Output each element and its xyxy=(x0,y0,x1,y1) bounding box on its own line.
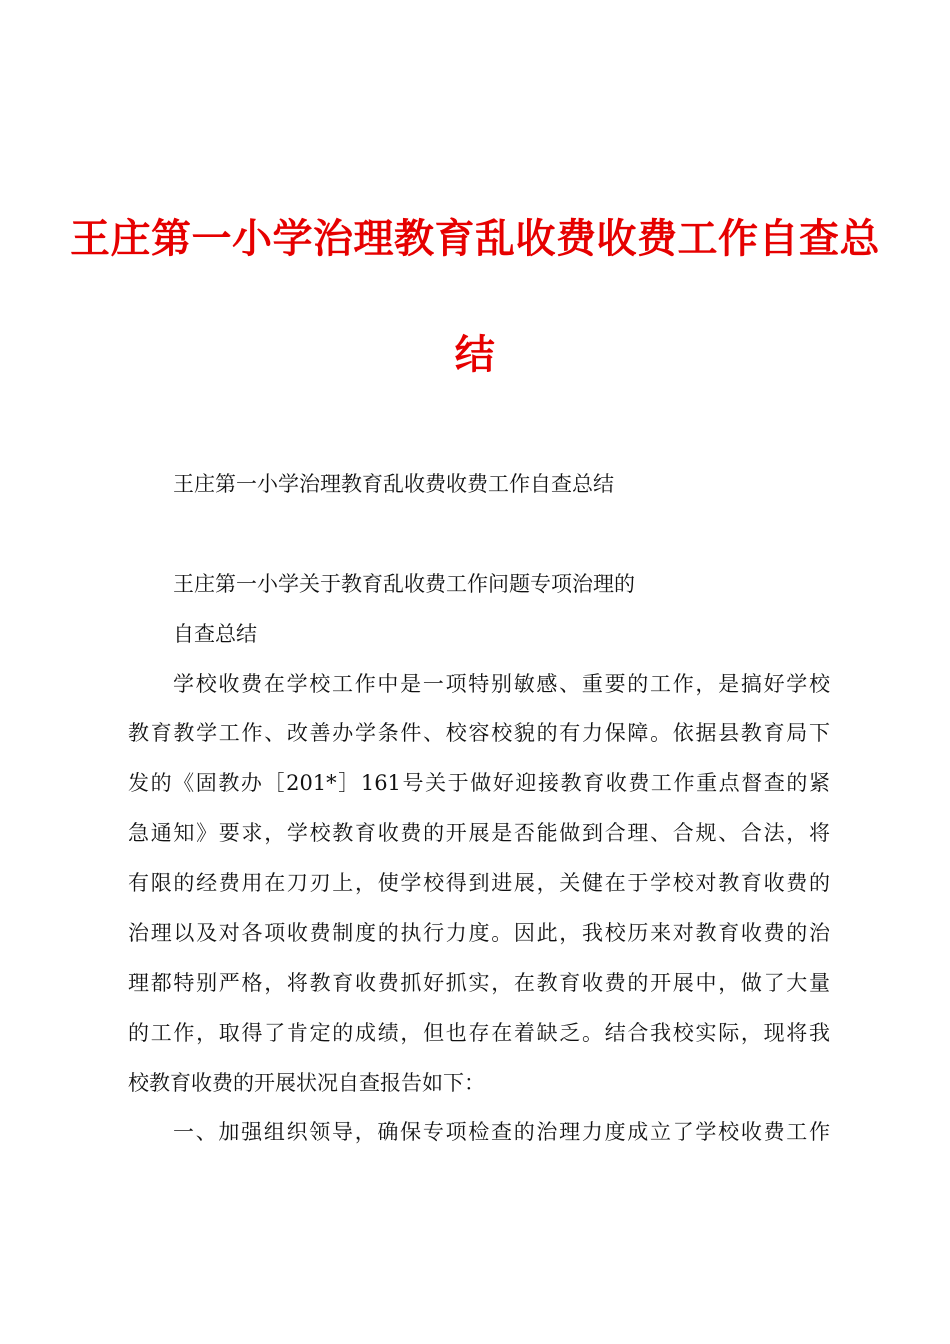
body-line: 急通知》要求，学校教育收费的开展是否能做到合理、合规、合法，将 xyxy=(128,821,830,845)
body-line: 学校收费在学校工作中是一项特别敏感、重要的工作，是搞好学校 xyxy=(173,672,830,696)
body-line: 治理以及对各项收费制度的执行力度。因此，我校历来对教育收费的治 xyxy=(128,921,830,945)
body-line: 的工作，取得了肯定的成绩，但也存在着缺乏。结合我校实际，现将我 xyxy=(128,1021,830,1045)
heading-line-1: 王庄第一小学关于教育乱收费工作问题专项治理的 xyxy=(173,572,635,596)
heading-line-2: 自查总结 xyxy=(173,622,257,646)
body-line: 有限的经费用在刀刃上，使学校得到进展，关健在于学校对教育收费的 xyxy=(128,871,830,895)
body-line: 教育教学工作、改善办学条件、校容校貌的有力保障。依据县教育局下 xyxy=(128,721,830,745)
body-line: 校教育收费的开展状况自查报告如下： xyxy=(128,1071,485,1095)
document-title-line-2: 结 xyxy=(454,331,496,378)
body-line: 理都特别严格，将教育收费抓好抓实，在教育收费的开展中，做了大量 xyxy=(128,971,830,995)
document-title-line-1: 王庄第一小学治理教育乱收费收费工作自查总 xyxy=(70,215,880,262)
subtitle: 王庄第一小学治理教育乱收费收费工作自查总结 xyxy=(173,472,614,496)
body-line: 一、加强组织领导，确保专项检查的治理力度成立了学校收费工作 xyxy=(173,1120,830,1144)
body-line: 发的《固教办［201*］161号关于做好迎接教育收费工作重点督查的紧 xyxy=(128,771,830,795)
